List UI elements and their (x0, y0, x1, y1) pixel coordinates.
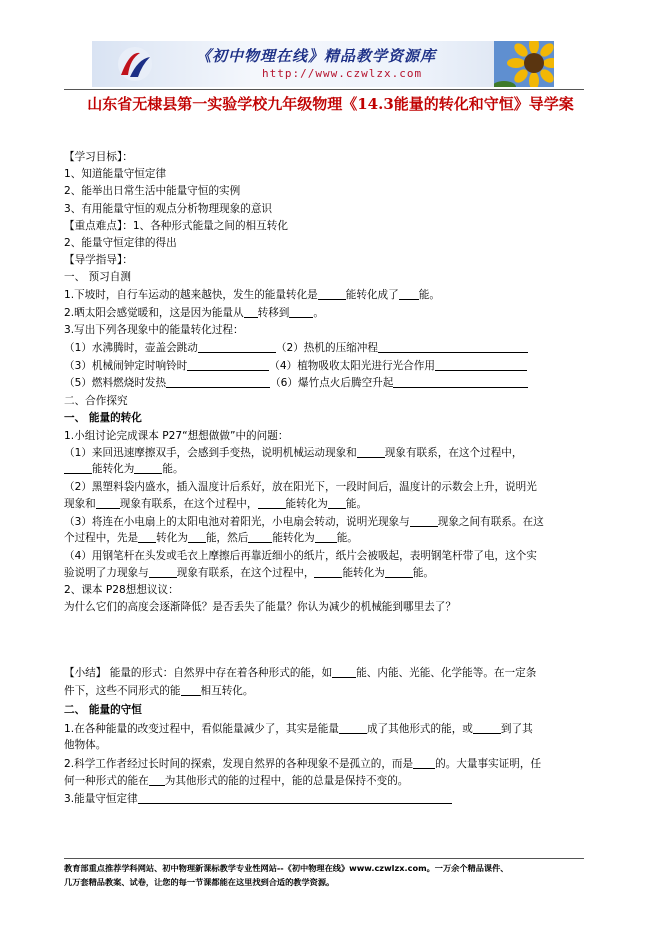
site-logo (116, 45, 154, 83)
fill-in-blank[interactable] (314, 566, 342, 578)
line-text: 2、课本 P28想想议议： (64, 584, 179, 596)
text-line (64, 703, 142, 717)
fill-in-blank[interactable] (318, 288, 346, 300)
text-line (64, 150, 133, 164)
fill-in-blank[interactable] (332, 666, 356, 678)
line-text: （5）燃料燃烧时发热 (64, 377, 167, 389)
line-text: 何一种形式的能在 (64, 775, 149, 787)
text-line (64, 270, 131, 284)
line-text: 二、合作探究 (64, 395, 128, 407)
line-text: 2.科学工作者经过长时间的探索，发现自然界的各种现象不是孤立的，而是 (64, 758, 414, 770)
line-text: 能。 (336, 532, 358, 544)
line-text: 能。 (418, 289, 440, 301)
fill-in-blank[interactable] (134, 462, 162, 474)
text-line (64, 684, 254, 698)
header-banner (92, 41, 554, 87)
text-line (64, 306, 324, 320)
line-text: 1.在各种能量的改变过程中，看似能量减少了，其实是能量 (64, 723, 339, 735)
text-line (64, 600, 456, 614)
line-text: 现象之间有联系。在这 (437, 516, 544, 528)
text-line (64, 323, 244, 337)
text-line (64, 515, 544, 529)
text-line (64, 359, 527, 373)
text-line (64, 774, 408, 788)
line-text: 。 (313, 307, 324, 319)
fill-in-blank[interactable] (393, 376, 528, 388)
line-text: 能转化为 (342, 567, 385, 579)
fill-in-blank[interactable] (166, 376, 270, 388)
fill-in-blank[interactable] (187, 359, 269, 371)
line-text: 能。 (162, 463, 184, 475)
line-text: （6）爆竹点火后腾空升起 (270, 377, 394, 389)
fill-in-blank[interactable] (96, 497, 120, 509)
sunflower-image (494, 41, 554, 87)
line-text: 3.写出下列各现象中的能量转化过程： (64, 324, 244, 336)
fill-in-blank[interactable] (357, 446, 385, 458)
text-line (64, 253, 133, 267)
text-line (64, 288, 440, 302)
line-text: 【小结】 能量的形式：自然界中存在着各种形式的能，如 (64, 667, 333, 679)
text-line (64, 341, 528, 355)
fill-in-blank[interactable] (244, 306, 258, 318)
text-line (64, 566, 434, 580)
line-text: 能转化为 (272, 532, 315, 544)
line-text: 现象有联系，在这个过程中， (119, 498, 258, 510)
fill-in-blank[interactable] (138, 531, 156, 543)
fill-in-blank[interactable] (289, 306, 313, 318)
line-text: 他物体。 (64, 739, 107, 751)
fill-in-blank[interactable] (315, 531, 337, 543)
fill-in-blank[interactable] (64, 462, 92, 474)
line-text: 到了其 (500, 723, 533, 735)
fill-in-blank[interactable] (328, 497, 346, 509)
line-text: 能。 (345, 498, 368, 510)
line-text: 能，然后 (205, 532, 249, 544)
footer-divider (64, 858, 584, 859)
fill-in-blank[interactable] (248, 531, 272, 543)
fill-in-blank[interactable] (410, 515, 438, 527)
fill-in-blank[interactable] (181, 684, 201, 696)
text-line (64, 446, 523, 460)
text-line (64, 531, 358, 545)
line-text: 的。大量事实证明，任 (435, 758, 542, 770)
line-text: 【导学指导】： (64, 254, 133, 266)
line-text: 能。 (412, 567, 435, 579)
fill-in-blank[interactable] (413, 757, 435, 769)
text-line (64, 462, 184, 476)
text-line (64, 792, 452, 806)
line-text: （4）植物吸收太阳光进行光合作用 (269, 360, 435, 372)
line-text: 1、知道能量守恒定律 (64, 168, 167, 180)
text-line (64, 202, 272, 216)
line-text: 2、能量守恒定律的得出 (64, 237, 177, 249)
text-line (64, 429, 288, 443)
fill-in-blank[interactable] (473, 722, 501, 734)
fill-in-blank[interactable] (198, 341, 276, 353)
text-line (64, 583, 179, 597)
text-line (64, 757, 541, 771)
line-text: 【学习目标】： (64, 151, 133, 163)
text-line (64, 167, 166, 181)
line-text: 2.晒太阳会感觉暖和，这是因为能量从 (64, 307, 244, 319)
line-text: （2）黑塑料袋内盛水，插入温度计后系好，放在阳光下，一段时间后，温度计的示数会上升，说明光 (64, 481, 537, 493)
line-text: 一、 预习自测 (64, 271, 131, 283)
line-text: 件下，这些不同形式的能 (64, 685, 181, 697)
footer-line-1: 教育部重点推荐学科网站、初中物理新课标教学专业性网站--《初中物理在线》www.czwlzx.com。一万余个精品课件、 (64, 863, 509, 873)
text-line (64, 549, 537, 563)
line-text: （3）机械闹钟定时响铃时 (64, 360, 188, 372)
fill-in-blank[interactable] (149, 774, 165, 786)
line-text: 二、 能量的守恒 (64, 704, 142, 716)
header-divider (64, 89, 584, 90)
line-text: 转移到 (257, 307, 290, 319)
fill-in-blank[interactable] (385, 566, 413, 578)
text-line (64, 480, 537, 494)
line-text: 现象有联系，在这个过程中， (176, 567, 315, 579)
line-text: 为其他形式的能的过程中，能的总量是保持不变的。 (164, 775, 409, 787)
line-text: （1）来回迅速摩擦双手，会感到手变热，说明机械运动现象和 (64, 447, 357, 459)
text-line (64, 376, 528, 390)
line-text: （4）用钢笔杆在头发或毛衣上摩擦后再靠近细小的纸片，纸片会被吸起，表明钢笔杆带了电，这个实 (64, 550, 537, 562)
fill-in-blank[interactable] (188, 531, 206, 543)
fill-in-blank[interactable] (149, 566, 177, 578)
line-text: 能转化为 (285, 498, 328, 510)
text-line (64, 722, 533, 736)
fill-in-blank[interactable] (138, 792, 452, 804)
line-text: 1.小组讨论完成课本 P27“想想做做”中的问题： (64, 430, 289, 442)
text-line (64, 184, 240, 198)
text-line (64, 497, 367, 511)
line-text: 相互转化。 (200, 685, 254, 697)
fill-in-blank[interactable] (258, 497, 286, 509)
line-text: 一、 能量的转化 (64, 412, 142, 424)
line-text: 现象有联系，在这个过程中， (384, 447, 523, 459)
footer-line-2: 几万套精品教案、试卷，让您的每一节课都能在这里找到合适的教学资源。 (64, 877, 335, 887)
line-text: 3.能量守恒定律 (64, 793, 138, 805)
fill-in-blank[interactable] (435, 359, 527, 371)
text-line (64, 236, 177, 250)
text-line (64, 219, 288, 233)
line-text: 3、有用能量守恒的观点分析物理现象的意识 (64, 203, 273, 215)
line-text: 现象和 (64, 498, 96, 510)
fill-in-blank[interactable] (339, 722, 367, 734)
line-text: 能、内能、光能、化学能等。在一定条 (356, 667, 537, 679)
line-text: 个过程中，先是 (64, 532, 139, 544)
line-text: （2）热机的压缩冲程 (275, 342, 378, 354)
line-text: 为什么它们的高度会逐渐降低？是否丢失了能量？你认为减少的机械能到哪里去了？ (64, 601, 456, 613)
banner-title: 《初中物理在线》精品教学资源库 (196, 47, 437, 65)
line-text: （3）将连在小电扇上的太阳电池对着阳光，小电扇会转动，说明光现象与 (64, 516, 410, 528)
banner-url[interactable]: http://www.czwlzx.com (262, 67, 423, 80)
document-title: 山东省无棣县第一实验学校九年级物理《14.3能量的转化和守恒》导学案 (87, 95, 574, 113)
text-line (64, 666, 536, 680)
fill-in-blank[interactable] (378, 341, 528, 353)
text-line (64, 394, 128, 408)
line-text: 转化为 (156, 532, 188, 544)
text-line (64, 411, 142, 425)
line-text: 1.下坡时，自行车运动的越来越快，发生的能量转化是 (64, 289, 318, 301)
line-text: 成了其他形式的能，或 (366, 723, 473, 735)
line-text: 2、能举出日常生活中能量守恒的实例 (64, 185, 241, 197)
line-text: 验说明了力现象与 (64, 567, 149, 579)
line-text: 能转化为 (92, 463, 135, 475)
fill-in-blank[interactable] (399, 288, 419, 300)
line-text: 【重点难点】：1、各种形式能量之间的相互转化 (64, 220, 288, 232)
line-text: 能转化成了 (345, 289, 399, 301)
text-line (64, 738, 106, 752)
line-text: （1）水沸腾时，壶盖会跳动 (64, 342, 198, 354)
